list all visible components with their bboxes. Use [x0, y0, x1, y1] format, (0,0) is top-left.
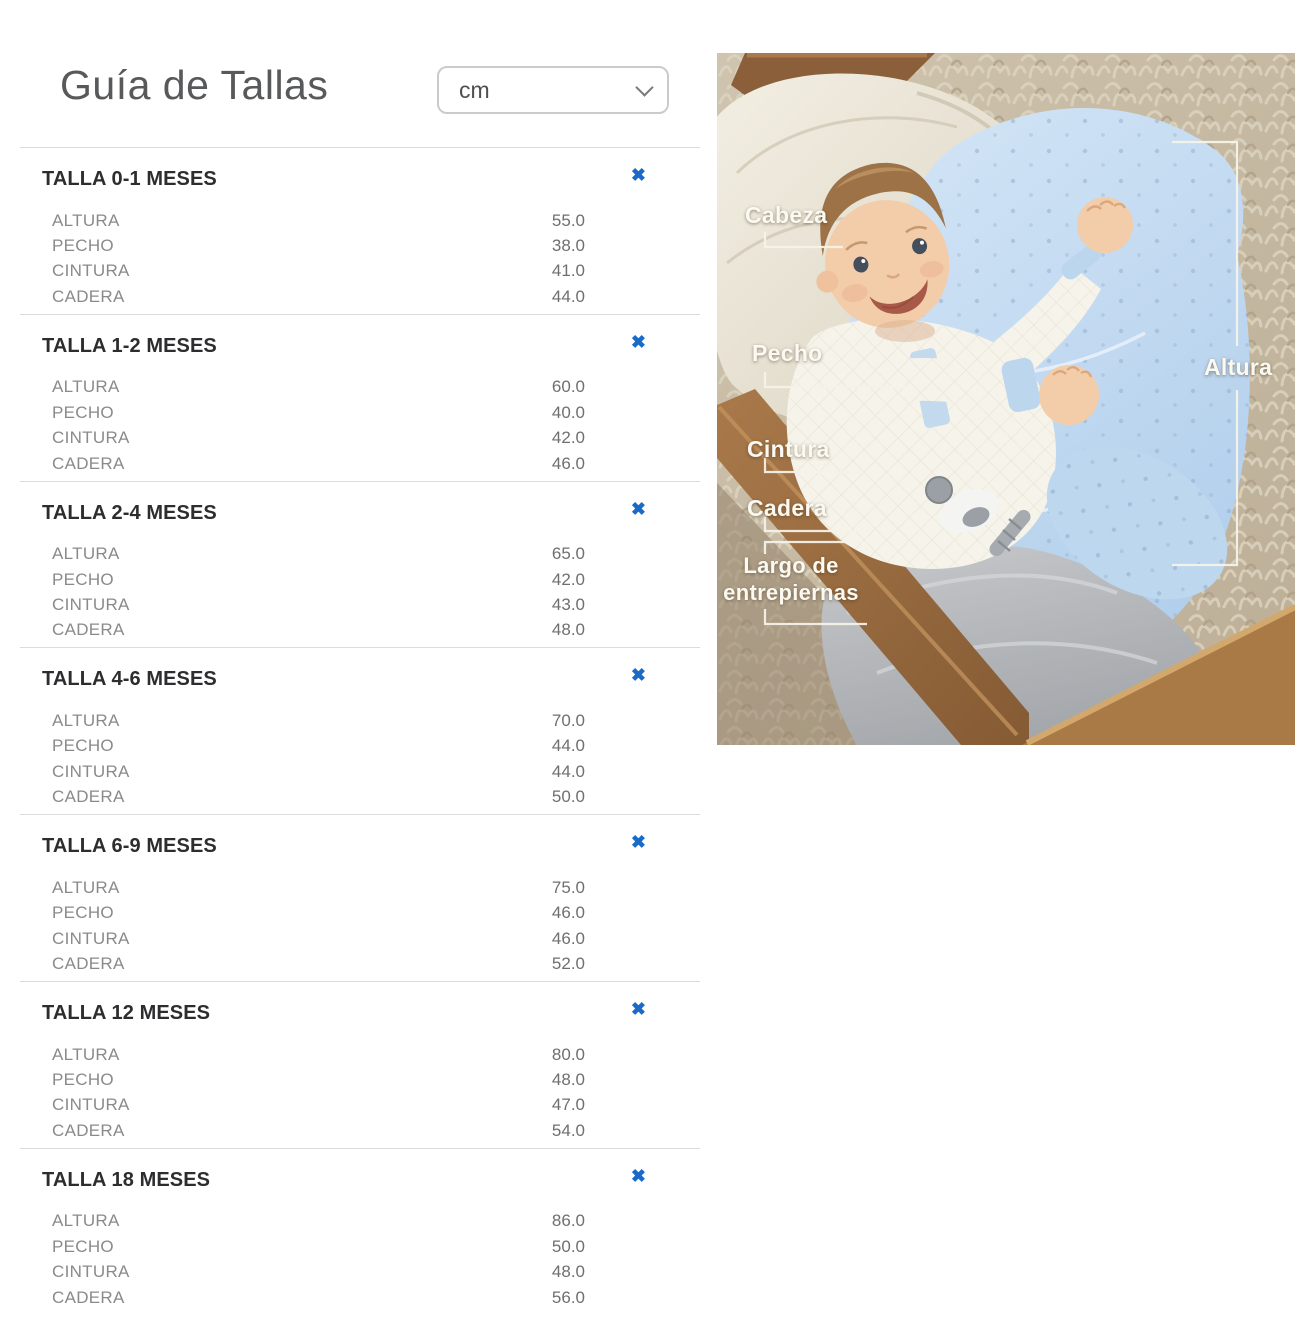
measure-label: CADERA [52, 620, 125, 640]
measure-value: 50.0 [551, 1236, 585, 1256]
measure-label: ALTURA [52, 377, 120, 397]
remove-size-button[interactable] [629, 831, 648, 853]
measure-row [52, 785, 585, 810]
measure-label: ALTURA [52, 544, 120, 564]
measure-label: CADERA [52, 1287, 125, 1307]
size-section-title: TALLA 2-4 MESES [42, 501, 217, 524]
unit-select[interactable] [437, 66, 669, 114]
measure-label: PECHO [52, 903, 114, 923]
size-section-title: TALLA 0-1 MESES [42, 168, 217, 190]
close-icon: ✖ [630, 998, 646, 1019]
size-section-title: TALLA 4-6 MESES [42, 668, 217, 691]
measure-row [52, 233, 585, 258]
measure-label: CADERA [52, 787, 125, 807]
measure-rows [52, 1042, 585, 1144]
measure-row [52, 1285, 585, 1310]
measure-row [52, 208, 585, 233]
close-icon: ✖ [630, 498, 646, 519]
measure-row [52, 542, 585, 567]
size-section [20, 1148, 700, 1315]
size-section [20, 147, 700, 314]
remove-size-button[interactable] [629, 998, 648, 1020]
measure-row [52, 1260, 585, 1285]
photo-label-largo-line2: entrepiernas [723, 580, 859, 605]
measure-label: PECHO [52, 402, 114, 422]
measure-row [52, 451, 585, 476]
measure-rows [52, 1209, 585, 1311]
close-icon: ✖ [630, 165, 646, 185]
size-section [20, 814, 700, 981]
remove-size-button[interactable] [629, 498, 648, 520]
measure-value: 44.0 [551, 761, 585, 781]
measure-row [52, 708, 585, 733]
unit-select-wrap [437, 66, 669, 114]
photo-label-pecho: Pecho [752, 340, 823, 366]
measure-row [52, 400, 585, 425]
size-section-title: TALLA 6-9 MESES [42, 835, 217, 858]
size-section-title: TALLA 18 MESES [42, 1168, 211, 1191]
measure-value: 55.0 [551, 210, 585, 230]
measure-label: ALTURA [52, 877, 120, 897]
measure-value: 46.0 [551, 928, 585, 948]
measure-label: CINTURA [52, 595, 130, 615]
measure-row [52, 759, 585, 784]
measure-label: CADERA [52, 1120, 125, 1140]
remove-size-button[interactable] [629, 664, 648, 686]
measure-value: 56.0 [551, 1287, 585, 1307]
baby-photo-illustration [717, 53, 1295, 745]
measure-value: 50.0 [551, 787, 585, 807]
measure-label: ALTURA [52, 210, 120, 230]
close-icon: ✖ [630, 665, 646, 686]
measure-row [52, 875, 585, 900]
measure-label: CINTURA [52, 1095, 130, 1115]
measure-label: PECHO [52, 1070, 114, 1090]
measure-value: 40.0 [551, 402, 585, 422]
measure-row [52, 1209, 585, 1234]
measure-row [52, 567, 585, 592]
photo-label-largo-line1: Largo de [743, 553, 839, 578]
measure-row [52, 375, 585, 400]
measure-value: 44.0 [551, 286, 585, 306]
measure-value: 44.0 [551, 736, 585, 756]
measure-value: 42.0 [551, 569, 585, 589]
measure-label: ALTURA [52, 1211, 120, 1231]
remove-size-button[interactable] [629, 164, 648, 186]
measure-row [52, 901, 585, 926]
measure-row [52, 1042, 585, 1067]
measure-label: CINTURA [52, 1262, 130, 1282]
photo-label-largo-entrepiernas [721, 552, 861, 606]
close-icon: ✖ [630, 832, 646, 853]
measure-value: 80.0 [551, 1044, 585, 1064]
measure-row [52, 951, 585, 976]
photo-label-cintura: Cintura [747, 436, 830, 462]
measure-value: 48.0 [551, 1262, 585, 1282]
size-section [20, 981, 700, 1148]
measure-label: CINTURA [52, 761, 130, 781]
measure-value: 47.0 [551, 1095, 585, 1115]
measure-value: 54.0 [551, 1120, 585, 1140]
measure-rows [52, 875, 585, 977]
measure-row [52, 926, 585, 951]
measure-label: PECHO [52, 569, 114, 589]
measure-row [52, 426, 585, 451]
measure-label: CADERA [52, 954, 125, 974]
measure-value: 60.0 [551, 377, 585, 397]
measure-value: 46.0 [551, 903, 585, 923]
measure-row [52, 1118, 585, 1143]
size-section [20, 314, 700, 481]
measure-value: 70.0 [551, 711, 585, 731]
close-icon: ✖ [630, 1165, 646, 1186]
photo-label-cabeza: Cabeza [745, 202, 828, 228]
page-title: Guía de Tallas [60, 62, 329, 108]
measure-value: 46.0 [551, 453, 585, 473]
size-section-title: TALLA 12 MESES [42, 1001, 211, 1024]
size-section [20, 481, 700, 648]
measure-row [52, 284, 585, 309]
measure-label: CINTURA [52, 928, 130, 948]
measure-rows [52, 375, 585, 477]
measure-label: ALTURA [52, 711, 120, 731]
measure-rows [52, 708, 585, 810]
measure-label: PECHO [52, 1236, 114, 1256]
size-section [20, 647, 700, 814]
measure-row [52, 592, 585, 617]
remove-size-button[interactable] [629, 331, 648, 353]
measure-rows [52, 542, 585, 644]
measure-value: 65.0 [551, 544, 585, 564]
measure-value: 41.0 [551, 261, 585, 281]
size-guide-photo [717, 53, 1295, 745]
measure-row [52, 1234, 585, 1259]
measure-value: 42.0 [551, 428, 585, 448]
size-section-title: TALLA 1-2 MESES [42, 334, 217, 357]
measure-label: CADERA [52, 453, 125, 473]
measure-value: 86.0 [551, 1211, 585, 1231]
size-sections [20, 147, 700, 1315]
measure-value: 38.0 [551, 236, 585, 256]
close-icon: ✖ [630, 331, 646, 352]
measure-value: 48.0 [551, 1070, 585, 1090]
measure-row [52, 1093, 585, 1118]
measure-row [52, 734, 585, 759]
measure-label: CINTURA [52, 261, 130, 281]
measure-label: CADERA [52, 286, 125, 306]
measure-value: 52.0 [551, 954, 585, 974]
measure-rows [52, 208, 585, 310]
measure-label: PECHO [52, 736, 114, 756]
measure-row [52, 1067, 585, 1092]
remove-size-button[interactable] [629, 1165, 648, 1187]
measure-label: ALTURA [52, 1044, 120, 1064]
measure-value: 75.0 [551, 877, 585, 897]
measure-value: 48.0 [551, 620, 585, 640]
photo-label-cadera: Cadera [747, 495, 827, 521]
measure-label: PECHO [52, 236, 114, 256]
measure-row [52, 618, 585, 643]
measure-label: CINTURA [52, 428, 130, 448]
measure-value: 43.0 [551, 595, 585, 615]
photo-label-altura: Altura [1204, 354, 1273, 380]
measure-row [52, 259, 585, 284]
